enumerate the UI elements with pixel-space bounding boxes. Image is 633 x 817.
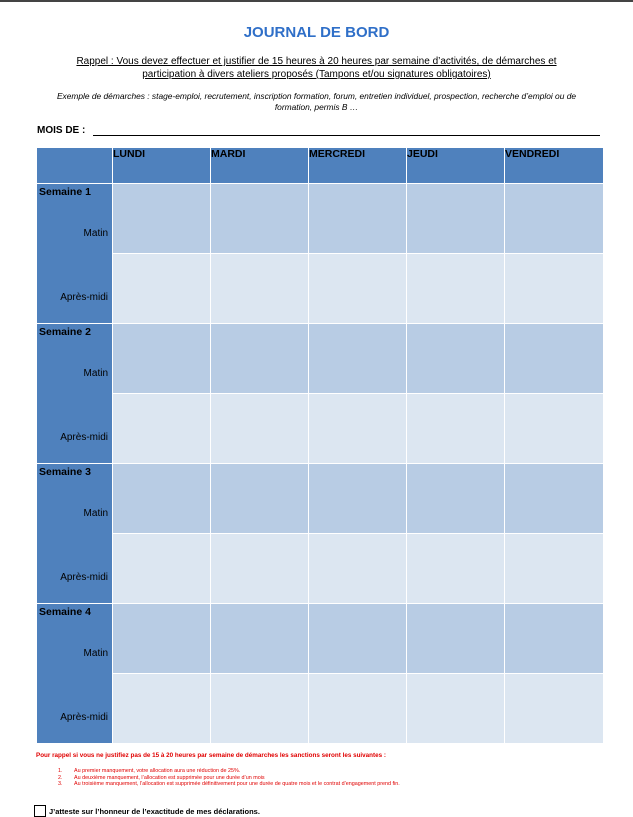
list-item	[58, 781, 400, 788]
attest-label: J’atteste sur l’honneur de l’exactitude de mes déclarations.	[49, 806, 260, 816]
page-title: JOURNAL DE BORD	[243, 24, 390, 41]
matin-label: Matin	[83, 228, 108, 239]
entry-cell[interactable]	[407, 394, 505, 464]
week-label-cell	[37, 184, 113, 324]
entry-cell[interactable]	[505, 464, 604, 534]
table-row	[37, 184, 604, 254]
entry-cell[interactable]	[505, 534, 604, 604]
table-row	[37, 394, 604, 464]
week-label-cell	[37, 324, 113, 464]
entry-cell[interactable]	[407, 184, 505, 254]
table-row	[37, 604, 604, 674]
entry-cell[interactable]	[211, 534, 309, 604]
entry-cell[interactable]	[211, 464, 309, 534]
entry-cell[interactable]	[309, 604, 407, 674]
entry-cell[interactable]	[113, 324, 211, 394]
week-label: Semaine 1	[39, 186, 91, 198]
matin-label: Matin	[83, 648, 108, 659]
week-label-cell	[37, 604, 113, 744]
entry-cell[interactable]	[309, 534, 407, 604]
entry-cell[interactable]	[211, 254, 309, 324]
sanctions-title: Pour rappel si vous ne justifiez pas de 15 à 20 heures par semaine de démarches les sanctions seront les suivantes :	[36, 752, 386, 759]
entry-cell[interactable]	[113, 674, 211, 744]
attest-checkbox[interactable]	[34, 805, 46, 817]
week-label-cell	[37, 464, 113, 604]
table-row	[37, 464, 604, 534]
table-header-row	[37, 148, 604, 184]
matin-label: Matin	[83, 368, 108, 379]
sanctions-list	[58, 768, 400, 788]
header-mardi: MARDI	[211, 148, 309, 184]
entry-cell[interactable]	[407, 604, 505, 674]
week-label: Semaine 2	[39, 326, 91, 338]
list-text: Au deuxième manquement, l’allocation est supprimée pour une durée d’un mois	[74, 774, 265, 781]
table-row	[37, 254, 604, 324]
entry-cell[interactable]	[309, 464, 407, 534]
attestation	[34, 805, 260, 817]
week-label: Semaine 3	[39, 466, 91, 478]
entry-cell[interactable]	[113, 464, 211, 534]
entry-cell[interactable]	[113, 394, 211, 464]
entry-cell[interactable]	[211, 394, 309, 464]
entry-cell[interactable]	[505, 324, 604, 394]
table-row	[37, 534, 604, 604]
entry-cell[interactable]	[505, 674, 604, 744]
mois-label: MOIS DE :	[37, 125, 86, 136]
table-row	[37, 324, 604, 394]
journal-table	[36, 147, 604, 744]
apres-midi-label: Après-midi	[60, 712, 108, 723]
list-number: 1.	[58, 768, 63, 774]
entry-cell[interactable]	[309, 254, 407, 324]
entry-cell[interactable]	[211, 184, 309, 254]
entry-cell[interactable]	[211, 324, 309, 394]
entry-cell[interactable]	[211, 674, 309, 744]
header-mercredi: MERCREDI	[309, 148, 407, 184]
entry-cell[interactable]	[113, 534, 211, 604]
entry-cell[interactable]	[309, 674, 407, 744]
entry-cell[interactable]	[113, 604, 211, 674]
list-number: 3.	[58, 781, 63, 787]
entry-cell[interactable]	[505, 254, 604, 324]
list-text: Au premier manquement, votre allocation aura une réduction de 25%.	[74, 768, 241, 774]
header-jeudi: JEUDI	[407, 148, 505, 184]
entry-cell[interactable]	[407, 324, 505, 394]
entry-cell[interactable]	[407, 674, 505, 744]
table-row	[37, 674, 604, 744]
entry-cell[interactable]	[407, 464, 505, 534]
list-number: 2.	[58, 774, 63, 781]
entry-cell[interactable]	[407, 534, 505, 604]
entry-cell[interactable]	[309, 184, 407, 254]
entry-cell[interactable]	[113, 184, 211, 254]
entry-cell[interactable]	[407, 254, 505, 324]
entry-cell[interactable]	[505, 184, 604, 254]
entry-cell[interactable]	[211, 604, 309, 674]
week-label: Semaine 4	[39, 606, 91, 618]
matin-label: Matin	[83, 508, 108, 519]
entry-cell[interactable]	[505, 394, 604, 464]
apres-midi-label: Après-midi	[60, 292, 108, 303]
apres-midi-label: Après-midi	[60, 572, 108, 583]
top-border-line	[0, 0, 633, 2]
exemple-text: Exemple de démarches : stage-emploi, recrutement, inscription formation, forum, entretien individuel, prospection, recherche d’emploi ou de formation, permis B …	[56, 91, 577, 112]
mois-input-line[interactable]	[93, 135, 600, 136]
list-text: Au troisième manquement, l’allocation est supprimée définitivement pour une durée de quatre mois et le contrat d’engagement prend fin.	[74, 781, 400, 787]
entry-cell[interactable]	[113, 254, 211, 324]
entry-cell[interactable]	[505, 604, 604, 674]
header-vendredi: VENDREDI	[505, 148, 604, 184]
header-corner	[37, 148, 113, 184]
header-lundi: LUNDI	[113, 148, 211, 184]
apres-midi-label: Après-midi	[60, 432, 108, 443]
entry-cell[interactable]	[309, 394, 407, 464]
rappel-text: Rappel : Vous devez effectuer et justifier de 15 heures à 20 heures par semaine d’activités, de démarches et participation à divers ateliers proposés (Tampons et/ou signatures obligatoires)	[76, 56, 557, 80]
entry-cell[interactable]	[309, 324, 407, 394]
